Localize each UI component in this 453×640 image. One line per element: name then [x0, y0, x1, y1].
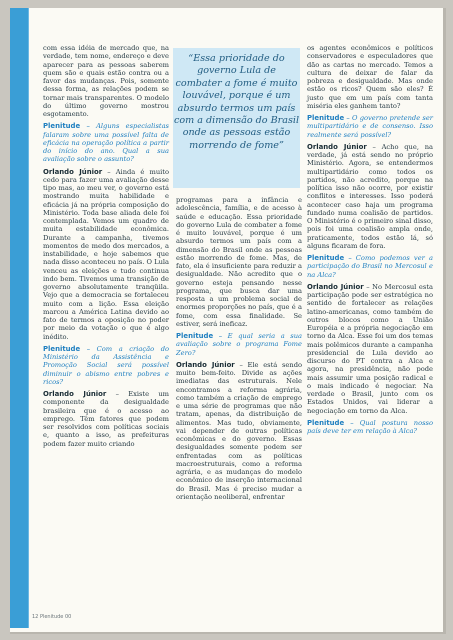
speaker-label: Orlando Júnior [43, 390, 107, 398]
text-column-3 [307, 44, 433, 439]
interviewer-question [43, 345, 169, 386]
speaker-label: Plenitude [43, 344, 81, 353]
question-text: – Alguns especialistas falaram sobre uma possível falta de eficácia na operação política a partir do início do ano. Qual a sua avaliação sobre o assunto? [43, 122, 169, 164]
question-text: – Com a criação do Ministério da Assistência e Promoção Social será possível diminuir o abismo entre pobres e ricos? [43, 344, 169, 386]
interviewee-answer [307, 143, 433, 250]
interviewer-question [307, 114, 433, 139]
question-text: – E qual seria a sua avaliação sobre o programa Fome Zero? [176, 332, 302, 357]
answer-text: – Ele está sendo muito bem-feito. Divide as ações imediatas das estruturais. Nele encontramos a reforma agrária, como também a criação de emprego e uma série de programas que não tratam, apenas, da distribuição de alimentos. Mas tudo, obviamente, vai depender de outras políticas econômicas e do governo. Essas desigualdades somente podem ser enfrentadas com as políticas macroestruturais, como a reforma agrária, e as mudanças do modelo econômico de inserção internacional do Brasil. Mas é preciso mudar a orientação neoliberal, enfrentar [176, 360, 302, 501]
pull-quote: “Essa prioridade do governo Lula de combater a fome é muito louvável, porque é um absurdo termos um país com a dimensão do Brasil onde as pessoas estão morrendo de fome” [173, 48, 300, 188]
answer-text: – Ainda é muito cedo para fazer uma avaliação desse tipo mas, ao meu ver, o governo está mostrando muita habilidade e eficácia já na própria composição do Ministério. Toda base aliada dele foi contemplada. Vemos um quadro de muita estabilidade econômica. Durante a campanha, tivemos momentos de medo dos mercados, a instabilidade, e hoje sabemos que nada disso aconteceu no país. O Lula venceu as eleições e tudo continua indo bem. Tivemos uma transição de governo absolutamente tranqüila. Vejo que a democracia se fortaleceu muito com a lição. Essa eleição marcou a América Latina devido ao fato de termos a oposição no poder por meio da votação o que é algo inédito. [43, 167, 170, 341]
text-column-1 [43, 44, 169, 452]
interviewer-question [176, 332, 302, 357]
text-column-2 [176, 196, 302, 505]
question-text: – Qual postura nosso país deve ter em relação à Alca? [307, 418, 433, 435]
blue-side-band [10, 8, 28, 628]
answer-text: – Existe um componente da desigualdade brasileira que é o acesso ao emprego. Têm fatores que podem ser resolvidos com políticas sociais e, quanto a isso, as prefeituras podem fazer muito criando [43, 390, 170, 448]
answer-text: – No Mercosul esta participação pode ser estratégica no sentido de fortalecer as relações latino-americanas, como também de outros blocos como a União Européia e a própria negociação em torno da Alca. Esse foi um dos temas mais polêmicos durante a campanha presidencial de Lula devido ao discurso do PT contra a Alca e agora, na presidência, não pode mais assumir uma posição radical e o mais indicado é negociar. Na verdade o Brasil, junto com os Estados Unidos, vai liderar a negociação em torno da Alca. [307, 282, 433, 415]
interviewee-answer [43, 168, 169, 341]
speaker-label: Orlando Júnior [307, 142, 367, 151]
magazine-page [10, 8, 446, 634]
speaker-label: Plenitude [307, 418, 345, 427]
speaker-label: Plenitude [176, 332, 214, 340]
question-text: – O governo pretende ser multipartidário e de consenso. Isso realmente será possível? [307, 114, 433, 139]
speaker-label: Plenitude [307, 254, 345, 262]
interviewer-question [43, 122, 169, 163]
speaker-label: Orlando Júnior [307, 282, 364, 291]
interviewee-answer [307, 283, 433, 415]
speaker-label: Orlando Júnior [176, 360, 235, 369]
interviewer-question [307, 254, 433, 279]
paragraph: com essa idéia de mercado que, na verdade, tem nome, endereço e deve aparecer para as pessoas saberem quem são e quais estão contra ou a favor das mudanças. Pois, somente dessa forma, as relações podem se tornar mais transparentes. O modelo do último governo mostrou esgotamento. [43, 44, 169, 118]
interviewer-question [307, 419, 433, 436]
question-text: – Como podemos ver a participação do Brasil no Mercosul e na Alca? [307, 254, 433, 279]
answer-text: – Acho que, na verdade, já está sendo no próprio Ministério. Agora, se entendermos multipartidário como todos os partidos, não acredito, porque na política isso não ocorre, por existir conflitos e interesses. Isso poderá acontecer caso haja um programa fundado numa coalisão de partidos. O Ministério é o primeiro sinal disso, pois foi uma coalisão ampla onde, praticamente, todos estão lá, só alguns ficaram de fora. [307, 142, 433, 250]
paragraph: programas para a infância e adolescência, família, e de acesso à saúde e educação. Essa prioridade do governo Lula de combater a fome é muito louvável, porque é um absurdo termos um país com a dimensão do Brasil onde as pessoas estão morrendo de fome. Mas, de fato, ela é insuficiente para reduzir a desigualdade. Não acredito que o governo esteja pensando nesse programa, que busca dar uma resposta a um problema social de enormes proporções no país, que é a fome, com essa finalidade. Se estiver, será ineficaz. [176, 196, 302, 328]
speaker-label: Orlando Júnior [43, 167, 103, 176]
speaker-label: Plenitude [43, 122, 81, 131]
interviewee-answer [176, 361, 302, 501]
paragraph: os agentes econômicos e políticos conservadores e especuladores que dão as cartas no mercado. Temos a cultura de deixar de falar da pobreza e desigualdade. Mas onde estão os ricos? Quem são eles? É justo que em um país com tanta miséria eles ganhem tanto? [307, 44, 433, 110]
interviewee-answer [43, 390, 169, 448]
speaker-label: Plenitude [307, 114, 345, 122]
page-footer: 12 Plenitude 00 [32, 614, 72, 620]
